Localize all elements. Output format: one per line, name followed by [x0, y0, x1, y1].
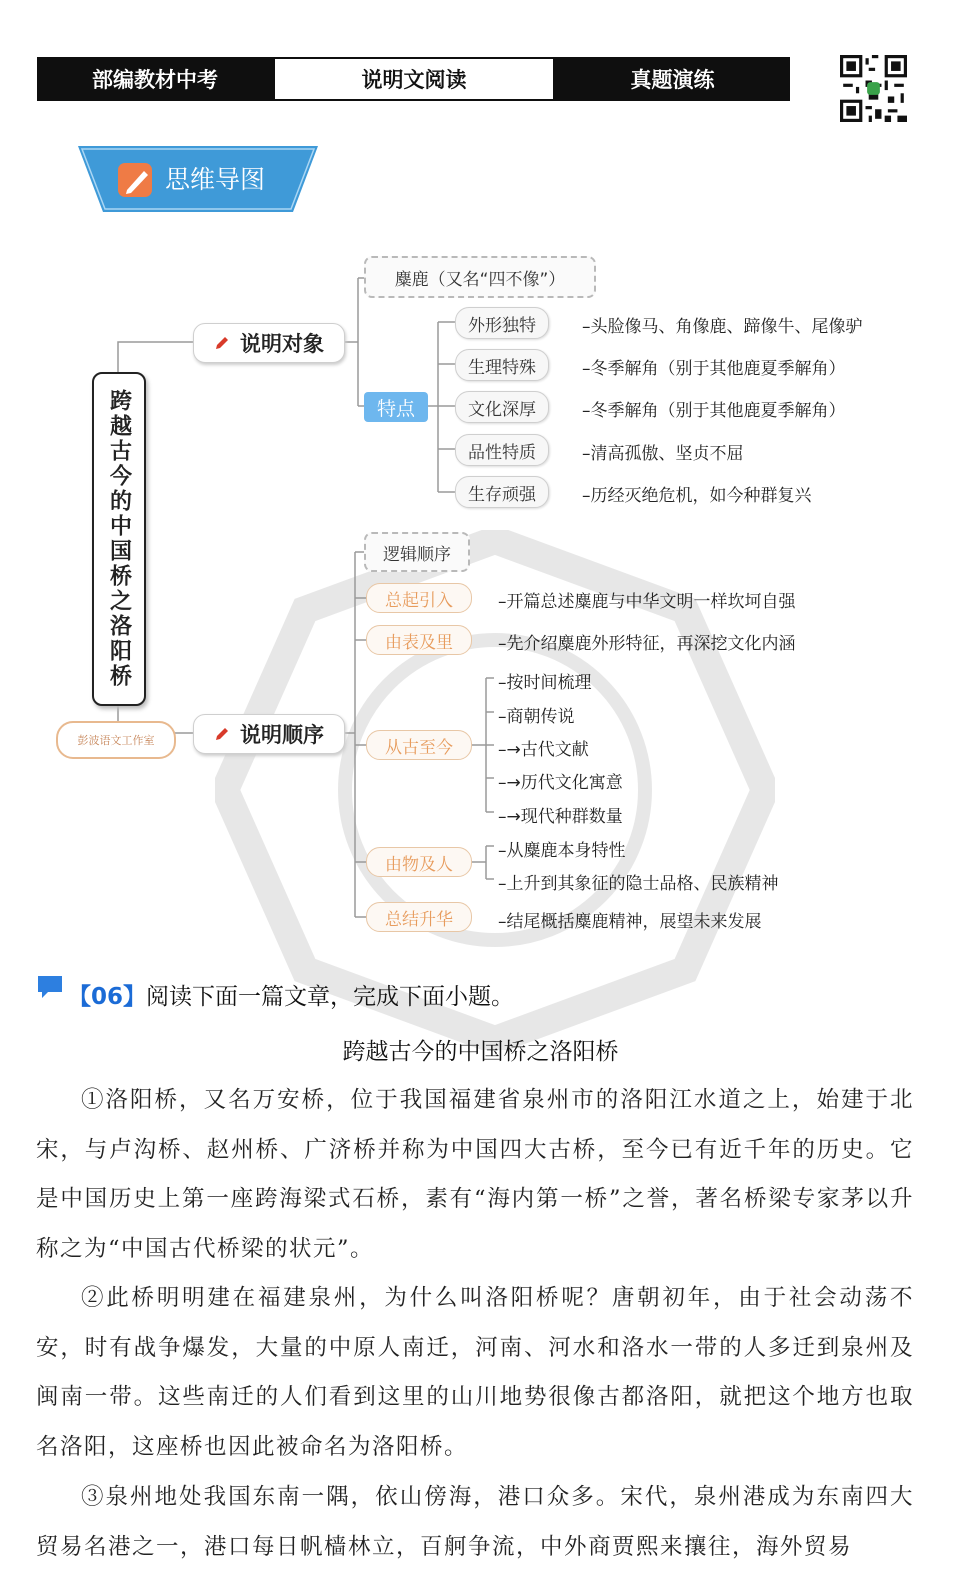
- order-item: –从麋鹿本身特性: [498, 841, 626, 861]
- header-right: 真题演练: [555, 57, 790, 101]
- article-title: 跨越古今的中国桥之洛阳桥: [342, 1039, 619, 1065]
- header-center: 说明文阅读: [273, 57, 555, 101]
- banner-label: 思维导图: [165, 165, 266, 194]
- object-subject: 麋鹿（又名“四不像”）: [364, 256, 596, 298]
- order-item: –商朝传说: [498, 707, 575, 727]
- order-item: –按时间梳理: [498, 673, 592, 693]
- header-left: 部编教材中考: [37, 57, 273, 101]
- feature-desc: –头脸像马、角像鹿、蹄像牛、尾像驴: [582, 317, 863, 337]
- mindmap-root: 跨越古今的中国桥之洛阳桥: [92, 372, 146, 706]
- order-item: –上升到其象征的隐士品格、民族精神: [498, 874, 779, 894]
- feature-name: 生存顽强: [455, 476, 549, 508]
- order-item: –→古代文献: [498, 740, 589, 760]
- studio-badge: 彭波语文工作室: [56, 721, 176, 759]
- branch-object: [193, 323, 345, 363]
- question-prompt: 阅读下面一篇文章，完成下面小题。: [146, 984, 515, 1010]
- feature-desc: –历经灭绝危机，如今种群复兴: [582, 486, 812, 506]
- order-step: 由表及里: [366, 625, 472, 655]
- feature-tag: 特点: [364, 392, 428, 422]
- article-paragraph: ①洛阳桥，又名万安桥，位于我国福建省泉州市的洛阳江水道之上，始建于北宋，与卢沟桥、赵州桥、广济桥并称为中国四大古桥，至今已有近千年的历史。它是中国历史上第一座跨海梁式石桥，素有“海内第一桥”之誉，著名桥梁专家茅以升称之为“中国古代桥梁的状元”。: [36, 1087, 914, 1262]
- branch-order: [193, 714, 345, 754]
- branch-order-label: 说明顺序: [240, 723, 324, 747]
- order-item: –→历代文化寓意: [498, 773, 623, 793]
- question-number: 【06】: [68, 984, 147, 1010]
- article-paragraph: ②此桥明明建在福建泉州，为什么叫洛阳桥呢？唐朝初年，由于社会动荡不安，时有战争爆发，大量的中原人南迁，河南、河水和洛水一带的人多迁到泉州及闽南一带。这些南迁的人们看到这里的山川地势很像古都洛阳，就把这个地方也取名洛阳，这座桥也因此被命名为洛阳桥。: [36, 1285, 914, 1460]
- chat-bubble-icon: [36, 974, 64, 1000]
- question-heading: [68, 978, 514, 1011]
- order-logic: 逻辑顺序: [364, 532, 470, 572]
- feature-desc: –冬季解角（别于其他鹿夏季解角）: [582, 401, 846, 421]
- order-item: –→现代种群数量: [498, 807, 623, 827]
- qr-code-icon: [840, 55, 907, 122]
- order-step: 由物及人: [366, 847, 472, 877]
- order-item: –先介绍麋鹿外形特征，再深挖文化内涵: [498, 634, 796, 654]
- feature-name: 品性特质: [455, 434, 549, 466]
- feature-name: 文化深厚: [455, 391, 549, 423]
- feature-desc: –清高孤傲、坚贞不屈: [582, 444, 744, 464]
- order-step: 从古至今: [366, 730, 472, 760]
- branch-object-label: 说明对象: [240, 332, 324, 356]
- order-item: –开篇总述麋鹿与中华文明一样坎坷自强: [498, 592, 796, 612]
- pencil-icon: [214, 726, 230, 742]
- order-item: –结尾概括麋鹿精神，展望未来发展: [498, 912, 762, 932]
- order-step: 总结升华: [366, 902, 472, 932]
- pencil-icon: [214, 335, 230, 351]
- article-paragraph: ③泉州地处我国东南一隅，依山傍海，港口众多。宋代，泉州港成为东南四大贸易名港之一，港口每日帆樯林立，百舸争流，中外商贾熙来攘往，海外贸易: [36, 1484, 914, 1560]
- feature-name: 外形独特: [455, 307, 549, 339]
- feature-desc: –冬季解角（别于其他鹿夏季解角）: [582, 359, 846, 379]
- order-step: 总起引入: [366, 583, 472, 613]
- feature-name: 生理特殊: [455, 349, 549, 381]
